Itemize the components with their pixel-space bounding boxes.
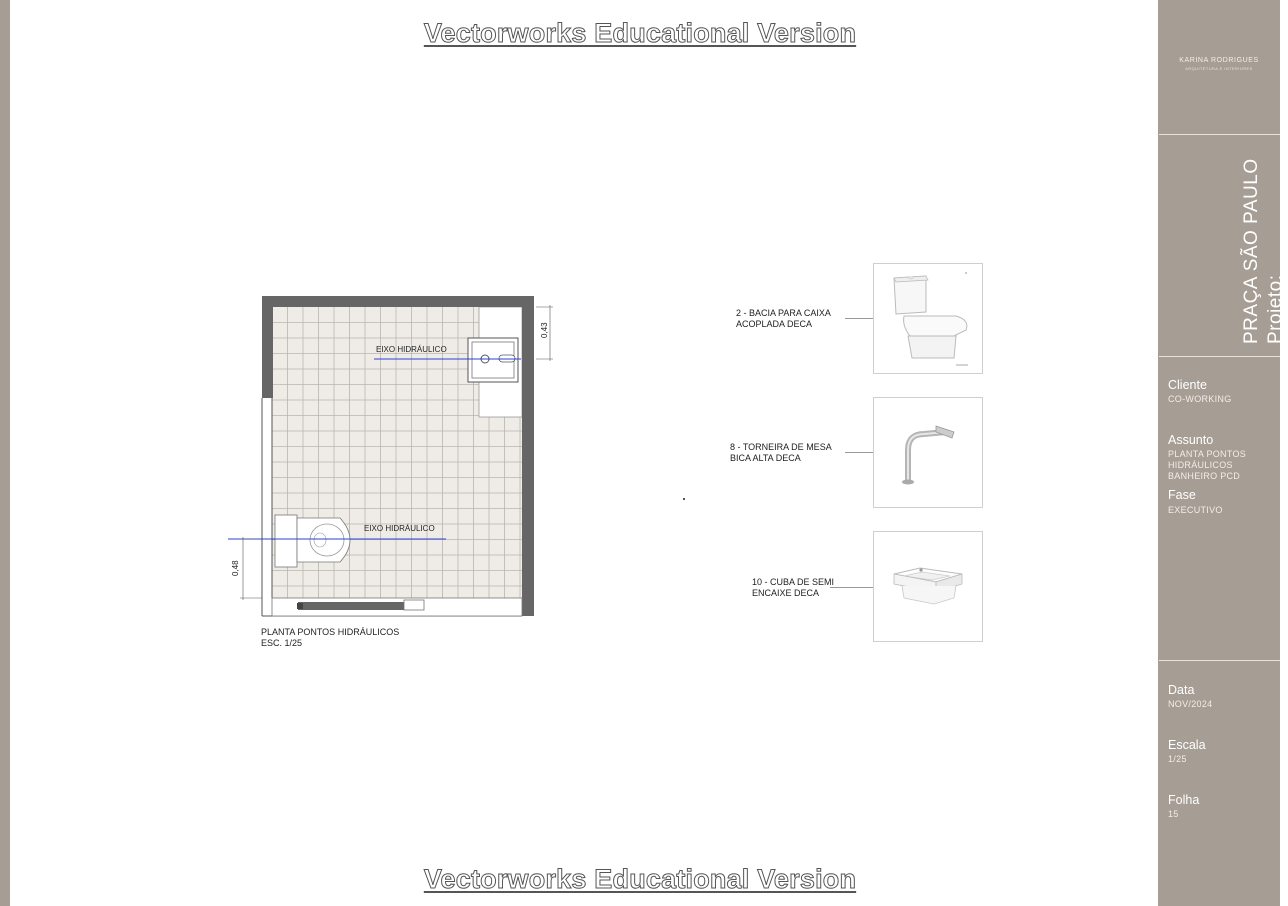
- phase-value: EXECUTIVO: [1168, 505, 1223, 515]
- dimension-sink: 0,43: [540, 322, 549, 338]
- subject-line-1: PLANTA PONTOS: [1168, 449, 1247, 459]
- toilet-tank: [275, 515, 297, 567]
- toilet-seat-hole: [314, 533, 326, 547]
- basin-photo-icon: [874, 532, 982, 641]
- wall-top: [262, 296, 534, 307]
- subject-value: [1168, 449, 1246, 482]
- product-basin-line2: ENCAIXE DECA: [752, 588, 820, 598]
- caption-title: PLANTA PONTOS HIDRÁULICOS: [261, 627, 400, 637]
- grab-bar-end-left: [297, 603, 303, 609]
- caption-scale: ESC. 1/25: [261, 638, 303, 648]
- subject-label: Assunto: [1168, 433, 1214, 447]
- phase-label: Fase: [1168, 488, 1196, 502]
- divider-1: [1159, 134, 1280, 135]
- leader-basin: [830, 587, 873, 588]
- date-label: Data: [1168, 683, 1195, 697]
- toilet-photo: [873, 263, 983, 374]
- client-label: Cliente: [1168, 378, 1207, 392]
- wall-left-upper: [262, 296, 273, 398]
- left-border-bar: [0, 0, 10, 906]
- subject-line-3: BANHEIRO PCD: [1168, 471, 1241, 481]
- faucet-photo: [873, 397, 983, 508]
- product-toilet-line2: ACOPLADA DECA: [736, 319, 813, 329]
- plan-caption: [261, 627, 399, 649]
- logo-subtitle: ARQUITETURA E INTERIORES: [1185, 66, 1253, 71]
- scale-value: 1/25: [1168, 754, 1187, 764]
- project-label: Projeto:: [1265, 274, 1286, 344]
- divider-3: [1159, 660, 1280, 661]
- date-value: NOV/2024: [1168, 699, 1213, 709]
- leader-faucet: [845, 452, 873, 453]
- stray-dot: [683, 498, 685, 500]
- subject-line-2: HIDRÁULICOS: [1168, 460, 1233, 470]
- basin-photo: [873, 531, 983, 642]
- product-faucet-line2: BICA ALTA DECA: [730, 453, 801, 463]
- axis-label-toilet: EIXO HIDRÁULICO: [364, 524, 435, 533]
- leader-toilet: [845, 318, 873, 319]
- toilet-photo-icon: [874, 264, 982, 373]
- sheet-label: Folha: [1168, 793, 1200, 807]
- product-toilet-line1: 2 - BACIA PARA CAIXA: [736, 308, 831, 318]
- project-title-block: [1240, 158, 1288, 344]
- client-value: CO-WORKING: [1168, 394, 1232, 404]
- product-basin-line1: 10 - CUBA DE SEMI: [752, 577, 835, 587]
- product-label-faucet: [730, 442, 832, 464]
- project-name: PRAÇA SÃO PAULO: [1241, 158, 1262, 344]
- watermark-top: Vectorworks Educational Version: [423, 18, 857, 48]
- scale-label: Escala: [1168, 738, 1206, 752]
- grab-bar-end-right: [404, 600, 424, 610]
- axis-label-sink: EIXO HIDRÁULICO: [376, 345, 447, 354]
- faucet-photo-icon: [874, 398, 982, 507]
- watermark-bottom: Vectorworks Educational Version: [423, 864, 857, 894]
- dimension-toilet: 0,48: [231, 560, 240, 576]
- product-label-basin: [752, 577, 834, 599]
- grab-bar: [298, 602, 406, 610]
- wall-right: [522, 296, 534, 616]
- floor-plan: [225, 290, 565, 625]
- product-label-toilet: [736, 308, 831, 330]
- product-faucet-line1: 8 - TORNEIRA DE MESA: [730, 442, 832, 452]
- divider-2: [1159, 356, 1280, 357]
- logo-name: KARINA RODRIGUES: [1179, 57, 1259, 64]
- sheet-value: 15: [1168, 809, 1179, 819]
